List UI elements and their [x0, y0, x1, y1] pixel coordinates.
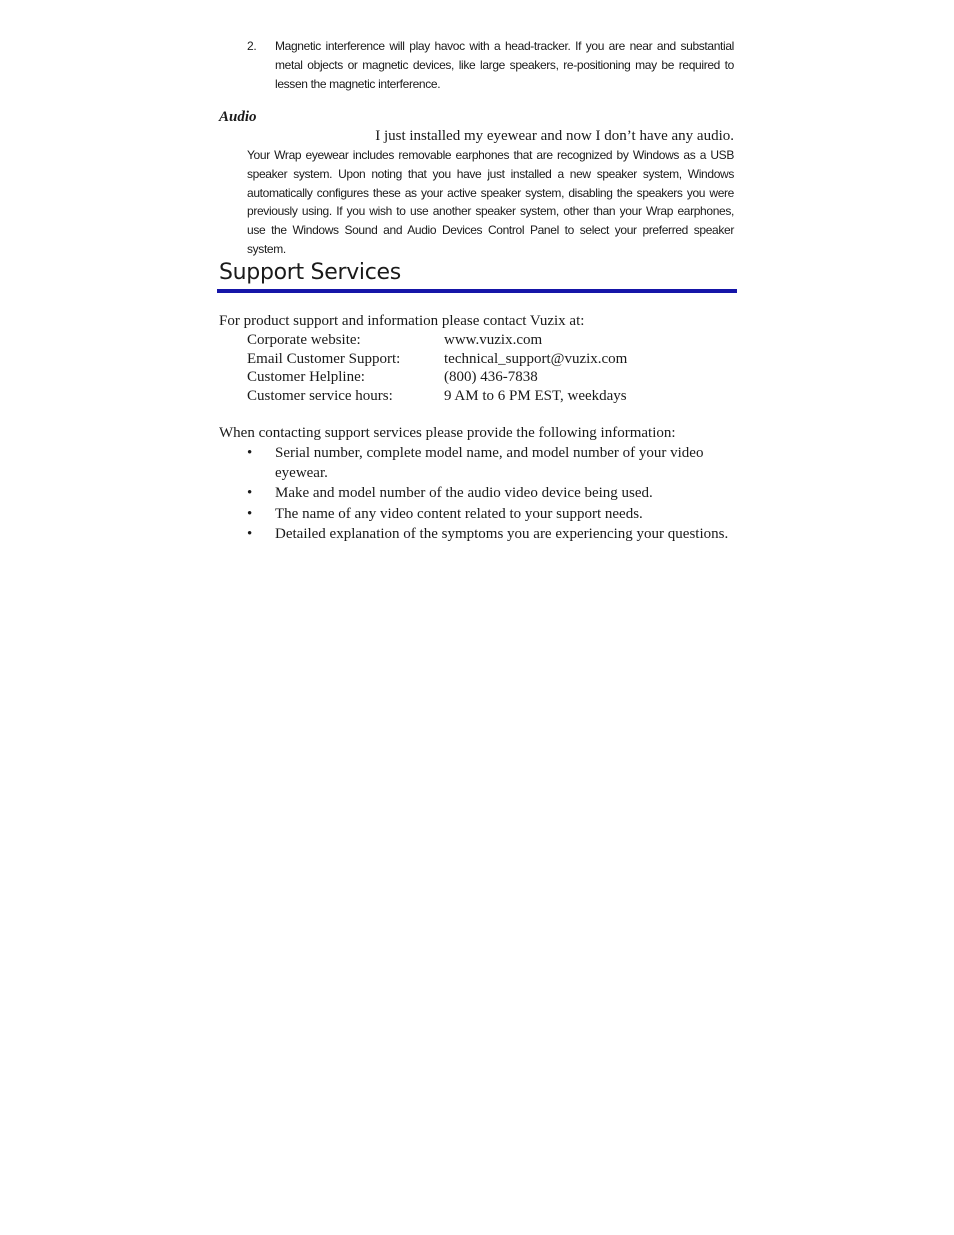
contact-value: www.vuzix.com	[444, 332, 543, 348]
item-number: 2.	[247, 39, 257, 53]
contact-row-hours	[247, 387, 627, 406]
contact-row-email	[247, 350, 627, 369]
contact-label: Corporate website:	[247, 332, 361, 348]
section-rule	[217, 289, 737, 293]
item-text: Magnetic interference will play havoc with a head-tracker. If you are near and substantial metal objects or magnetic devices, like large speakers, re-positioning may be required to lessen the magnetic interference.	[275, 39, 734, 91]
list-item	[247, 505, 737, 525]
numbered-item	[247, 37, 734, 93]
contact-row-website	[247, 331, 627, 350]
contact-value: technical_support@vuzix.com	[444, 350, 628, 367]
section-title: Support Services	[219, 260, 401, 285]
contact-label: Email Customer Support:	[247, 350, 401, 367]
support-intro: For product support and information please contact Vuzix at:	[219, 313, 585, 329]
contact-list	[247, 331, 627, 406]
bullet-icon: •	[247, 505, 253, 522]
bullet-icon: •	[247, 445, 253, 461]
bullet-icon: •	[247, 526, 253, 542]
list-item	[247, 525, 737, 545]
bullet-text: Make and model number of the audio video device being used.	[275, 485, 653, 501]
contact-value: (800) 436-7838	[444, 369, 538, 386]
contact-label: Customer Helpline:	[247, 369, 365, 386]
contact-row-helpline	[247, 368, 627, 387]
bullet-icon: •	[247, 485, 253, 501]
audio-answer: Your Wrap eyewear includes removable earphones that are recognized by Windows as a USB speaker system. Upon noting that you have just installed a new speaker system, Windows automatically configures these as your active speaker system, disabling the speakers you were previously using. If you wish to use another speaker system, other than your Wrap earphones, use the Windows Sound and Audio Devices Control Panel to select your preferred speaker system.	[247, 148, 734, 256]
bullet-text: Detailed explanation of the symptoms you are experiencing your questions.	[275, 526, 729, 542]
provide-intro: When contacting support services please provide the following information:	[219, 425, 676, 441]
info-bullet-list	[247, 444, 737, 546]
list-item	[247, 484, 737, 504]
contact-label: Customer service hours:	[247, 388, 393, 405]
list-item	[247, 444, 737, 483]
audio-heading: Audio	[219, 109, 257, 125]
bullet-text: Serial number, complete model name, and model number of your video eyewear.	[275, 445, 704, 481]
audio-question: I just installed my eyewear and now I don’t have any audio.	[375, 128, 734, 144]
contact-value: 9 AM to 6 PM EST, weekdays	[444, 388, 627, 405]
bullet-text: The name of any video content related to your support needs.	[275, 505, 643, 522]
